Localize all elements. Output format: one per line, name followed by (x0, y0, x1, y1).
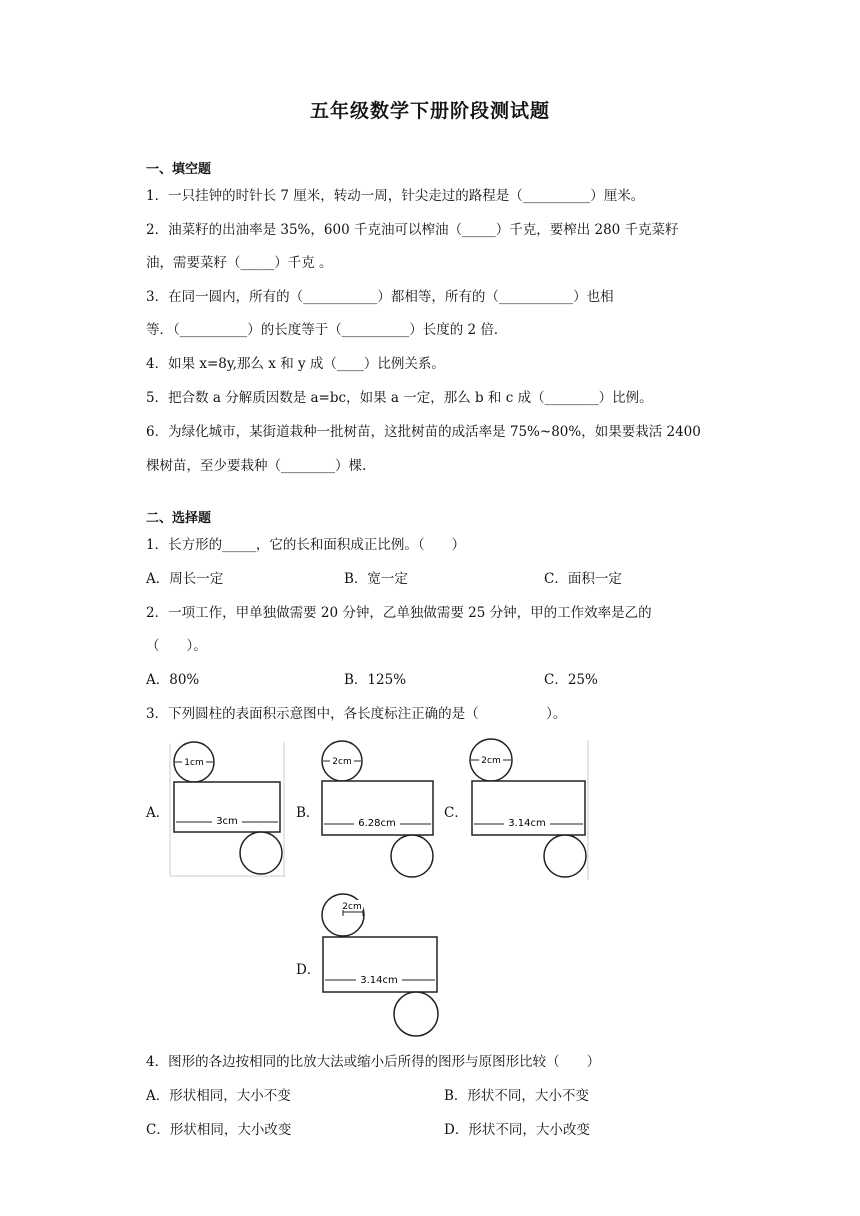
page-title: 五年级数学下册阶段测试题 (309, 100, 550, 122)
question-line: 3．在同一圆内，所有的（___________）都相等，所有的（___________）也相 (146, 289, 614, 305)
question-line: 2．油菜籽的出油率是 35%，600 千克油可以榨油（_____）千克，要榨出 280 千克菜籽 (146, 222, 679, 238)
option-a: A．80% (146, 672, 200, 688)
option-a: A．周长一定 (146, 571, 224, 587)
option-b: B．宽一定 (344, 571, 408, 587)
option-c: C．形状相同，大小改变 (146, 1122, 292, 1138)
figure-a-label: A． (146, 805, 170, 821)
question-line: 4．如果 x=8y,那么 x 和 y 成（____）比例关系。 (146, 356, 445, 372)
question-line: 3．下列圆柱的表面积示意图中，各长度标注正确的是（ ）。 (146, 706, 567, 722)
option-a: A．形状相同，大小不变 (146, 1088, 291, 1104)
question-line: （ ）。 (146, 638, 207, 654)
question-line: 1．长方形的_____，它的长和面积成正比例。（ ） (146, 537, 466, 553)
figure-c-label: C． (444, 805, 468, 821)
option-d: D．形状不同，大小改变 (444, 1122, 590, 1138)
rect-label: 3cm (216, 816, 238, 827)
option-c: C．面积一定 (544, 571, 622, 587)
question-line: 1．一只挂钟的时针长 7 厘米，转动一周，针尖走过的路程是（__________）厘米。 (146, 188, 645, 204)
question-line: 5．把合数 a 分解质因数是 a=bc，如果 a 一定，那么 b 和 c 成（________）比例。 (146, 390, 653, 406)
question-line: 2．一项工作，甲单独做需要 20 分钟，乙单独做需要 25 分钟，甲的工作效率是乙的 (146, 605, 652, 621)
circle-label: 2cm (481, 756, 501, 766)
figure-b-label: B． (296, 805, 320, 821)
rect-label: 3.14cm (508, 818, 546, 829)
question-line: 棵树苗，至少要栽种（________）棵. (146, 458, 367, 474)
cylinder-net-figure-b (316, 740, 440, 880)
question-line: 6．为绿化城市，某街道栽种一批树苗，这批树苗的成活率是 75%~80%，如果要栽活 2400 (146, 424, 701, 440)
option-b: B．形状不同，大小不变 (444, 1088, 589, 1104)
section-heading-fill-in: 一、填空题 (146, 162, 212, 177)
circle-label: 2cm (342, 902, 362, 912)
cylinder-net-figure-d (316, 892, 442, 1040)
cylinder-net-figure-a (166, 740, 288, 878)
rect-label: 6.28cm (358, 818, 396, 829)
circle-label: 1cm (184, 758, 204, 768)
question-line: 4．图形的各边按相同的比放大法或缩小后所得的图形与原图形比较（ ） (146, 1054, 601, 1070)
circle-label: 2cm (332, 757, 352, 767)
question-line: 等．（__________）的长度等于（__________）长度的 2 倍． (146, 322, 508, 338)
section-heading-choice: 二、选择题 (146, 511, 212, 526)
option-c: C．25% (544, 672, 598, 688)
cylinder-net-figure-c (462, 738, 592, 882)
option-b: B．125% (344, 672, 407, 688)
figure-d-label: D． (296, 962, 321, 978)
rect-label: 3.14cm (360, 975, 398, 986)
question-line: 油，需要菜籽（_____）千克 。 (146, 255, 333, 271)
